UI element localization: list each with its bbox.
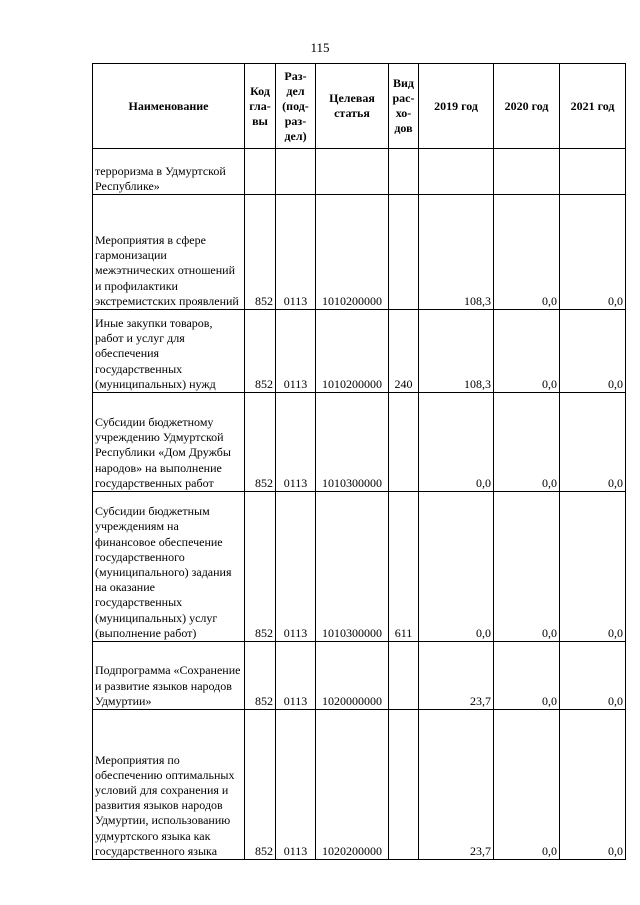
cell-target: 1020000000	[316, 642, 389, 710]
cell-section: 0113	[276, 310, 316, 393]
cell-expense: 611	[389, 492, 419, 642]
cell-expense	[389, 149, 419, 195]
cell-name: Субсидии бюджетным учреждениям на финансовое обеспечение государственного (муниципального) задания на оказание государственных (муниципальных) услуг (выполнение работ)	[93, 492, 245, 642]
cell-section: 0113	[276, 642, 316, 710]
cell-target	[316, 149, 389, 195]
cell-name: Мероприятия по обеспечению оптимальных условий для сохранения и развития языков народов Удмуртии, использованию удмуртского языка как государственного языка	[93, 710, 245, 860]
cell-expense	[389, 642, 419, 710]
cell-2020	[494, 149, 560, 195]
cell-2020: 0,0	[494, 195, 560, 310]
cell-target: 1020200000	[316, 710, 389, 860]
cell-2021: 0,0	[560, 310, 626, 393]
cell-chapter: 852	[245, 393, 276, 492]
cell-2020: 0,0	[494, 492, 560, 642]
cell-chapter: 852	[245, 710, 276, 860]
cell-2021: 0,0	[560, 393, 626, 492]
table-row	[93, 149, 626, 195]
table-row	[93, 310, 626, 393]
header-section: Раз- дел (под- раз- дел)	[276, 64, 316, 149]
cell-expense	[389, 710, 419, 860]
cell-expense	[389, 393, 419, 492]
header-2020: 2020 год	[494, 64, 560, 149]
budget-table	[92, 63, 626, 860]
cell-2020: 0,0	[494, 642, 560, 710]
table-row	[93, 393, 626, 492]
cell-name: Мероприятия в сфере гармонизации межэтнических отношений и профилактики экстремистских проявлений	[93, 195, 245, 310]
cell-expense: 240	[389, 310, 419, 393]
page-number: 115	[310, 40, 330, 55]
cell-2021	[560, 149, 626, 195]
header-target-article: Целевая статья	[316, 64, 389, 149]
cell-expense	[389, 195, 419, 310]
cell-2019: 0,0	[419, 393, 494, 492]
cell-2020: 0,0	[494, 710, 560, 860]
header-name: Наименование	[93, 64, 245, 149]
cell-chapter: 852	[245, 642, 276, 710]
cell-section	[276, 149, 316, 195]
cell-2019: 0,0	[419, 492, 494, 642]
cell-name: Иные закупки товаров, работ и услуг для обеспечения государственных (муниципальных) нужд	[93, 310, 245, 393]
table-row	[93, 492, 626, 642]
table-row	[93, 710, 626, 860]
cell-section: 0113	[276, 195, 316, 310]
cell-target: 1010300000	[316, 393, 389, 492]
cell-chapter: 852	[245, 492, 276, 642]
header-row	[93, 64, 626, 149]
cell-2021: 0,0	[560, 710, 626, 860]
cell-2019: 108,3	[419, 310, 494, 393]
header-chapter-code: Код гла- вы	[245, 64, 276, 149]
cell-2019: 23,7	[419, 710, 494, 860]
cell-name: Подпрограмма «Сохранение и развитие языков народов Удмуртии»	[93, 642, 245, 710]
cell-2019: 23,7	[419, 642, 494, 710]
cell-2021: 0,0	[560, 492, 626, 642]
cell-chapter: 852	[245, 195, 276, 310]
cell-2021: 0,0	[560, 642, 626, 710]
header-2021: 2021 год	[560, 64, 626, 149]
cell-section: 0113	[276, 393, 316, 492]
cell-section: 0113	[276, 492, 316, 642]
header-expense-type: Вид рас- хо- дов	[389, 64, 419, 149]
cell-2019	[419, 149, 494, 195]
cell-2021: 0,0	[560, 195, 626, 310]
header-2019: 2019 год	[419, 64, 494, 149]
cell-target: 1010200000	[316, 195, 389, 310]
cell-name: Субсидии бюджетному учреждению Удмуртской Республики «Дом Дружбы народов» на выполнение государственных работ	[93, 393, 245, 492]
cell-target: 1010300000	[316, 492, 389, 642]
cell-2020: 0,0	[494, 310, 560, 393]
table-row	[93, 642, 626, 710]
cell-chapter	[245, 149, 276, 195]
cell-name: терроризма в Удмуртской Республике»	[93, 149, 245, 195]
cell-2019: 108,3	[419, 195, 494, 310]
cell-chapter: 852	[245, 310, 276, 393]
cell-2020: 0,0	[494, 393, 560, 492]
cell-section: 0113	[276, 710, 316, 860]
table-row	[93, 195, 626, 310]
cell-target: 1010200000	[316, 310, 389, 393]
